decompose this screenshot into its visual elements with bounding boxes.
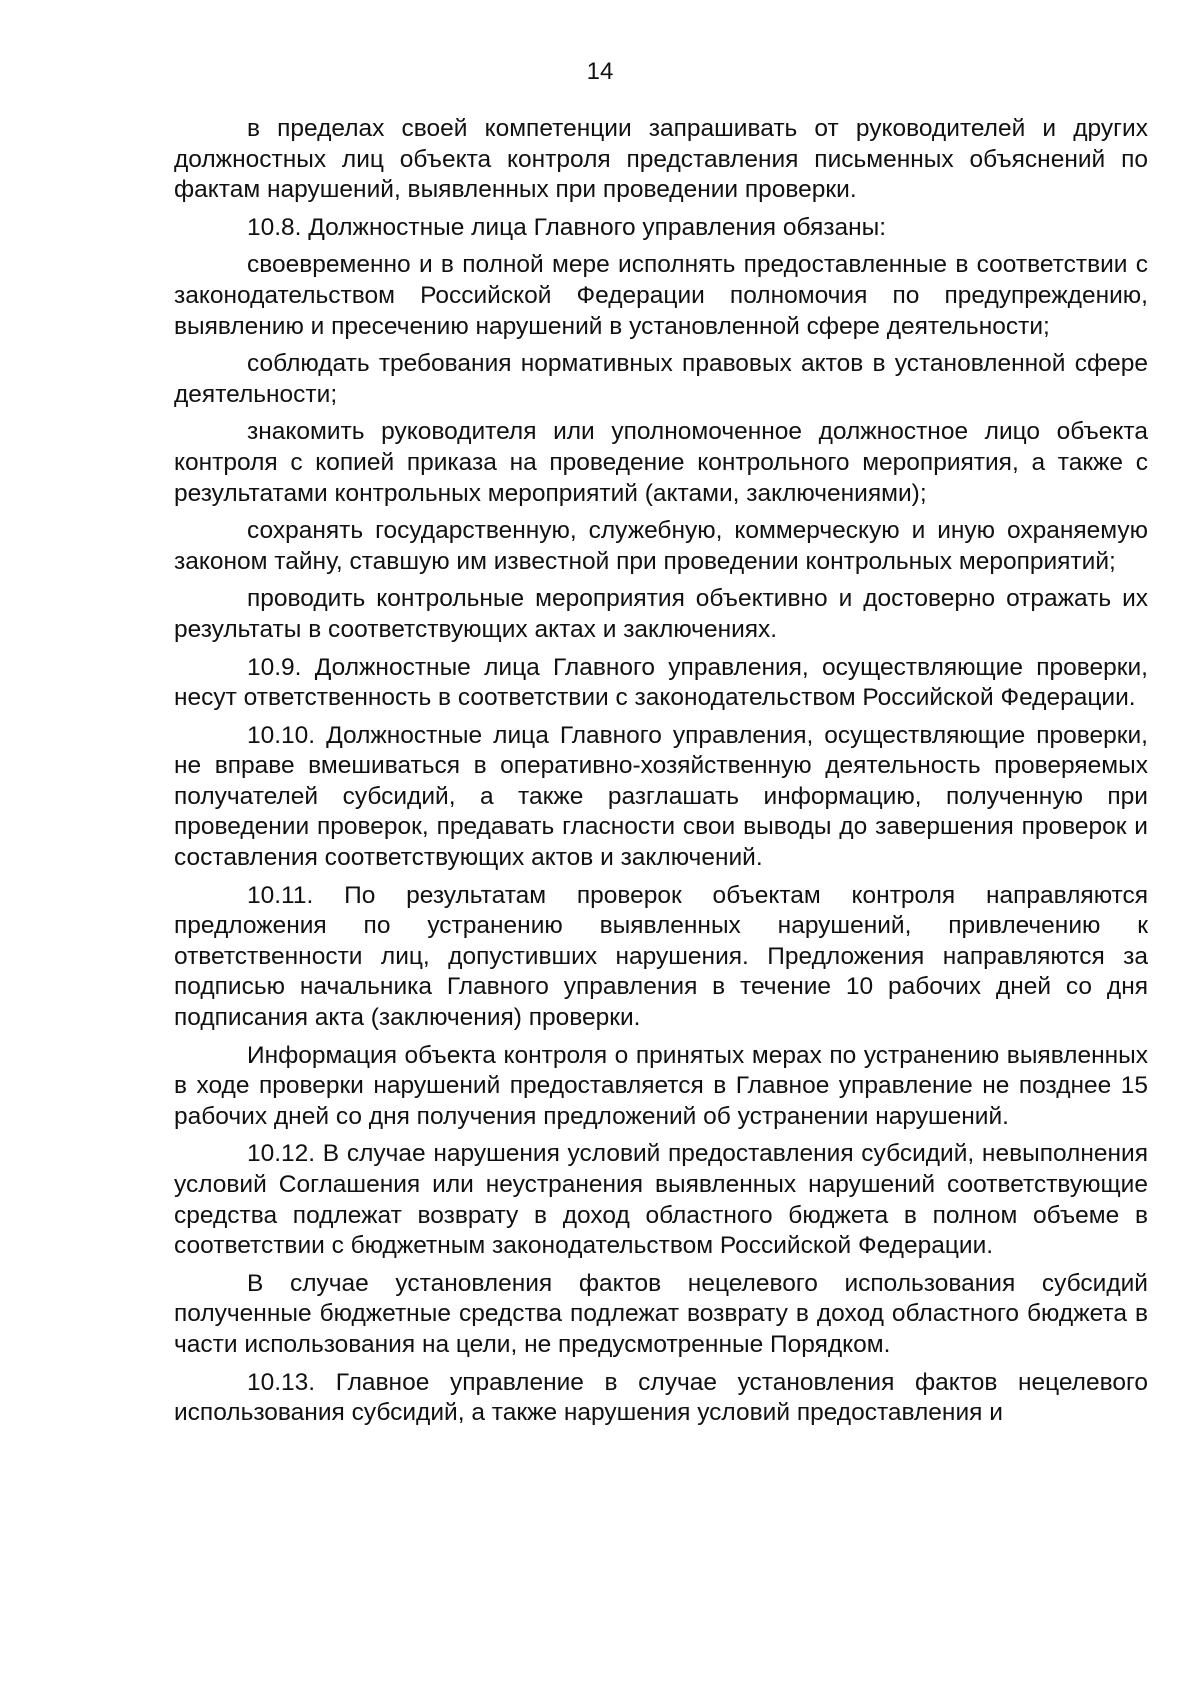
paragraph: сохранять государственную, служебную, коммерческую и иную охраняемую законом тайну, ставшую им известной при проведении контрольных мероприятий; [174, 517, 1148, 575]
paragraph-10-12: 10.12. В случае нарушения условий предоставления субсидий, невыполнения условий Соглашения или неустранения выявленных нарушений соответствующие средства подлежат возврату в доход областного бюджета в полном объеме в соответствии с бюджетным законодательством Российской Федерации. [174, 1140, 1148, 1260]
paragraph-10-9: 10.9. Должностные лица Главного управления, осуществляющие проверки, несут ответственность в соответствии с законодательством Российской Федерации. [174, 653, 1148, 712]
paragraph: знакомить руководителя или уполномоченное должностное лицо объекта контроля с копией приказа на проведение контрольного мероприятия, а также с результатами контрольных мероприятий (актами, заключениями); [174, 418, 1148, 507]
paragraph-10-11: 10.11. По результатам проверок объектам контроля направляются предложения по устранению выявленных нарушений, привлечению к ответственности лиц, допустивших нарушения. Предложения направляются за подписью начальника Главного управления в течение 10 рабочих дней со дня подписания акта (заключения) проверки. [174, 881, 1148, 1032]
page-number: 14 [586, 58, 614, 85]
paragraph-10-10: 10.10. Должностные лица Главного управления, осуществляющие проверки, не вправе вмешиваться в оперативно-хозяйственную деятельность проверяемых получателей субсидий, а также разглашать информацию, полученную при проведении проверок, предавать гласности свои выводы до завершения проверок и составления соответствующих актов и заключений. [174, 721, 1148, 872]
paragraph: проводить контрольные мероприятия объективно и достоверно отражать их результаты в соответствующих актах и заключениях. [174, 585, 1148, 643]
paragraph: в пределах своей компетенции запрашивать от руководителей и других должностных лиц объекта контроля представления письменных объяснений по фактам нарушений, выявленных при проведении проверки. [174, 115, 1148, 204]
paragraph: Информация объекта контроля о принятых мерах по устранению выявленных в ходе проверки нарушений предоставляется в Главное управление не позднее 15 рабочих дней со дня получения предложений об устранении нарушений. [174, 1041, 1148, 1130]
document-body [174, 114, 1148, 1436]
paragraph: В случае установления фактов нецелевого использования субсидий полученные бюджетные средства подлежат возврату в доход областного бюджета в части использования на цели, не предусмотренные Порядком. [174, 1269, 1148, 1358]
paragraph: соблюдать требования нормативных правовых актов в установленной сфере деятельности; [174, 350, 1148, 408]
paragraph-10-8-heading: 10.8. Должностные лица Главного управления обязаны: [247, 213, 887, 241]
paragraph: своевременно и в полной мере исполнять предоставленные в соответствии с законодательством Российской Федерации полномочия по предупреждению, выявлению и пресечению нарушений в установленной сфере деятельности; [174, 251, 1148, 340]
paragraph-10-13: 10.13. Главное управление в случае установления фактов нецелевого использования субсидий, а также нарушения условий предоставления и [174, 1368, 1148, 1427]
